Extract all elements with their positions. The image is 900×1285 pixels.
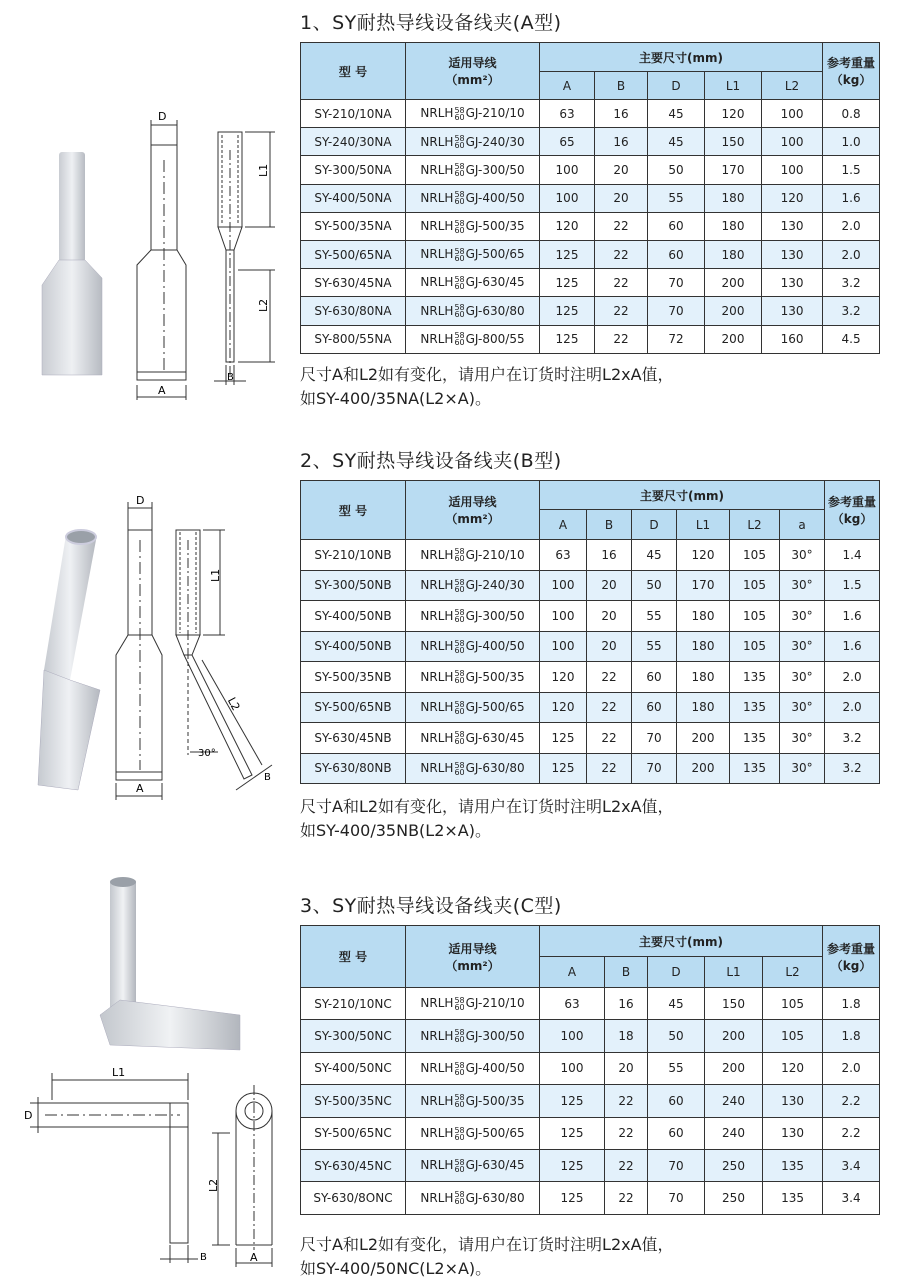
a-type-front-view: [137, 120, 186, 400]
table-row: [301, 240, 880, 268]
dim-cell: 120: [540, 662, 587, 693]
dim-cell: 250: [705, 1182, 763, 1214]
model-cell: SY-630/45NA: [301, 269, 406, 297]
b-type-photo: [38, 530, 100, 790]
table-row: [301, 1052, 880, 1084]
dim-cell: 20: [587, 570, 632, 601]
dim-cell: 60: [648, 1085, 705, 1117]
b-type-label-d: D: [136, 494, 145, 507]
model-cell: SY-400/50NB: [301, 601, 406, 632]
model-cell: SY-500/35NA: [301, 212, 406, 240]
dim-cell: 125: [540, 325, 595, 353]
dim-cell: 22: [587, 662, 632, 693]
b-type-front-view: [116, 502, 162, 800]
dim-cell: 22: [605, 1182, 648, 1214]
dim-cell: 55: [648, 184, 705, 212]
weight-cell: 1.8: [823, 988, 880, 1020]
dim-cell: 100: [540, 1020, 605, 1052]
dim-cell: 105: [763, 1020, 823, 1052]
header-weight: 参考重量 （kg）: [823, 43, 880, 100]
dim-cell: 30°: [780, 692, 825, 723]
wire-cell: NRLH 58 60 GJ-210/10: [406, 540, 540, 571]
dim-cell: 45: [632, 540, 677, 571]
dim-cell: 250: [705, 1149, 763, 1181]
c-type-label-a: A: [250, 1251, 258, 1264]
dim-cell: 200: [677, 723, 730, 754]
wire-cell: NRLH 58 60 GJ-210/10: [406, 988, 540, 1020]
dim-cell: 22: [595, 240, 648, 268]
dim-cell: 22: [605, 1085, 648, 1117]
dim-cell: 130: [763, 1117, 823, 1149]
wire-cell: NRLH 58 60 GJ-500/65: [406, 1117, 540, 1149]
dim-cell: 120: [677, 540, 730, 571]
dim-cell: 60: [648, 240, 705, 268]
header-dim-col: A: [540, 510, 587, 540]
header-dim-col: B: [605, 957, 648, 988]
dim-cell: 100: [540, 1052, 605, 1084]
dim-cell: 70: [632, 723, 677, 754]
table-row: [301, 100, 880, 128]
dim-cell: 100: [540, 570, 587, 601]
a-type-label-l2: L2: [257, 298, 270, 312]
c-type-label-b: B: [200, 1252, 207, 1263]
wire-cell: NRLH 58 60 GJ-500/35: [406, 212, 540, 240]
weight-cell: 2.0: [823, 240, 880, 268]
dim-cell: 22: [595, 269, 648, 297]
header-model: 型 号: [301, 481, 406, 540]
wire-cell: NRLH 58 60 GJ-630/45: [406, 723, 540, 754]
model-cell: SY-630/80NB: [301, 753, 406, 784]
header-weight: 参考重量 （kg）: [825, 481, 880, 540]
dim-cell: 100: [762, 156, 823, 184]
header-dim-col: L1: [705, 72, 762, 100]
weight-cell: 2.0: [823, 1052, 880, 1084]
table-row: [301, 1085, 880, 1117]
section-b-title: 2、SY耐热导线设备线夹(B型): [300, 450, 562, 472]
dim-cell: 30°: [780, 753, 825, 784]
dim-cell: 22: [587, 723, 632, 754]
header-dim-col: L2: [730, 510, 780, 540]
spec-table-b: [300, 480, 880, 784]
section-a-title: 1、SY耐热导线设备线夹(A型): [300, 12, 562, 34]
a-type-drawing: [0, 100, 295, 420]
c-type-label-l2: L2: [207, 1178, 220, 1192]
model-cell: SY-800/55NA: [301, 325, 406, 353]
dim-cell: 22: [605, 1149, 648, 1181]
table-row: [301, 631, 880, 662]
dim-cell: 120: [762, 184, 823, 212]
header-weight: 参考重量 （kg）: [823, 926, 880, 988]
dim-cell: 100: [540, 184, 595, 212]
weight-cell: 0.8: [823, 100, 880, 128]
table-row: [301, 128, 880, 156]
dim-cell: 105: [730, 540, 780, 571]
wire-cell: NRLH 58 60 GJ-240/30: [406, 570, 540, 601]
b-type-label-l1: L1: [209, 568, 222, 582]
dim-cell: 18: [605, 1020, 648, 1052]
weight-cell: 4.5: [823, 325, 880, 353]
wire-cell: NRLH 58 60 GJ-630/80: [406, 297, 540, 325]
dim-cell: 170: [677, 570, 730, 601]
model-cell: SY-210/10NC: [301, 988, 406, 1020]
dim-cell: 100: [540, 601, 587, 632]
dim-cell: 70: [648, 269, 705, 297]
wire-cell: NRLH 58 60 GJ-300/50: [406, 601, 540, 632]
a-type-label-d: D: [158, 110, 167, 123]
model-cell: SY-210/10NA: [301, 100, 406, 128]
weight-cell: 1.5: [825, 570, 880, 601]
dim-cell: 60: [632, 692, 677, 723]
wire-cell: NRLH 58 60 GJ-630/80: [406, 1182, 540, 1214]
header-dims: 主要尺寸(mm): [540, 43, 823, 72]
weight-cell: 3.2: [823, 269, 880, 297]
dim-cell: 125: [540, 240, 595, 268]
header-dim-col: L1: [705, 957, 763, 988]
dim-cell: 16: [595, 128, 648, 156]
model-cell: SY-500/65NB: [301, 692, 406, 723]
dim-cell: 135: [730, 692, 780, 723]
wire-cell: NRLH 58 60 GJ-630/45: [406, 269, 540, 297]
dim-cell: 30°: [780, 723, 825, 754]
dim-cell: 30°: [780, 601, 825, 632]
weight-cell: 3.2: [825, 753, 880, 784]
header-dims: 主要尺寸(mm): [540, 926, 823, 957]
dim-cell: 70: [648, 1149, 705, 1181]
model-cell: SY-630/45NC: [301, 1149, 406, 1181]
header-dim-col: D: [648, 72, 705, 100]
a-type-photo: [42, 152, 102, 375]
dim-cell: 63: [540, 540, 587, 571]
b-type-label-angle: 30°: [198, 748, 216, 759]
dim-cell: 125: [540, 753, 587, 784]
dim-cell: 200: [705, 297, 762, 325]
dim-cell: 105: [730, 631, 780, 662]
weight-cell: 3.2: [823, 297, 880, 325]
table-row: [301, 570, 880, 601]
wire-cell: NRLH 58 60 GJ-400/50: [406, 1052, 540, 1084]
dim-cell: 72: [648, 325, 705, 353]
table-row: [301, 297, 880, 325]
header-wire: 适用导线 （mm²）: [406, 43, 540, 100]
dim-cell: 65: [540, 128, 595, 156]
table-row: [301, 662, 880, 693]
b-type-label-l2: L2: [224, 695, 243, 713]
dim-cell: 200: [705, 325, 762, 353]
weight-cell: 2.0: [825, 662, 880, 693]
dim-cell: 50: [632, 570, 677, 601]
header-dim-col: L1: [677, 510, 730, 540]
model-cell: SY-630/80NA: [301, 297, 406, 325]
dim-cell: 22: [587, 692, 632, 723]
model-cell: SY-300/50NA: [301, 156, 406, 184]
table-row: [301, 1020, 880, 1052]
wire-cell: NRLH 58 60 GJ-800/55: [406, 325, 540, 353]
dim-cell: 30°: [780, 662, 825, 693]
dim-cell: 125: [540, 297, 595, 325]
dim-cell: 240: [705, 1085, 763, 1117]
dim-cell: 130: [762, 212, 823, 240]
dim-cell: 200: [677, 753, 730, 784]
dim-cell: 30°: [780, 570, 825, 601]
wire-cell: NRLH 58 60 GJ-210/10: [406, 100, 540, 128]
dim-cell: 180: [705, 184, 762, 212]
dim-cell: 30°: [780, 631, 825, 662]
c-type-front-view: [30, 1073, 198, 1263]
header-dim-col: A: [540, 957, 605, 988]
dim-cell: 63: [540, 988, 605, 1020]
dim-cell: 120: [540, 692, 587, 723]
wire-cell: NRLH 58 60 GJ-500/35: [406, 662, 540, 693]
model-cell: SY-500/65NA: [301, 240, 406, 268]
dim-cell: 55: [632, 631, 677, 662]
dim-cell: 50: [648, 1020, 705, 1052]
a-type-label-b: B: [227, 372, 234, 383]
dim-cell: 240: [705, 1117, 763, 1149]
dim-cell: 180: [677, 692, 730, 723]
wire-cell: NRLH 58 60 GJ-240/30: [406, 128, 540, 156]
header-dim-col: L2: [763, 957, 823, 988]
dim-cell: 20: [595, 184, 648, 212]
dim-cell: 16: [595, 100, 648, 128]
weight-cell: 1.6: [823, 184, 880, 212]
wire-cell: NRLH 58 60 GJ-630/45: [406, 1149, 540, 1181]
table-row: [301, 1182, 880, 1214]
dim-cell: 125: [540, 1182, 605, 1214]
dim-cell: 20: [587, 601, 632, 632]
model-cell: SY-300/50NB: [301, 570, 406, 601]
dim-cell: 22: [595, 297, 648, 325]
weight-cell: 1.6: [825, 631, 880, 662]
spec-table-c: [300, 925, 880, 1215]
dim-cell: 22: [595, 325, 648, 353]
b-type-label-b: B: [264, 772, 271, 783]
dim-cell: 135: [763, 1182, 823, 1214]
dim-cell: 70: [632, 753, 677, 784]
wire-cell: NRLH 58 60 GJ-500/65: [406, 240, 540, 268]
dim-cell: 125: [540, 723, 587, 754]
dim-cell: 100: [540, 156, 595, 184]
dim-cell: 60: [648, 212, 705, 240]
weight-cell: 2.2: [823, 1085, 880, 1117]
a-type-label-l1: L1: [257, 163, 270, 177]
model-cell: SY-500/35NB: [301, 662, 406, 693]
c-type-label-l1: L1: [112, 1066, 126, 1079]
model-cell: SY-400/50NA: [301, 184, 406, 212]
c-type-drawing: [0, 875, 295, 1275]
table-row: [301, 692, 880, 723]
wire-cell: NRLH 58 60 GJ-500/65: [406, 692, 540, 723]
c-type-side-view: [212, 1085, 272, 1267]
dim-cell: 180: [677, 662, 730, 693]
dim-cell: 70: [648, 1182, 705, 1214]
table-row: [301, 601, 880, 632]
dim-cell: 105: [730, 601, 780, 632]
dim-cell: 135: [730, 662, 780, 693]
dim-cell: 200: [705, 1052, 763, 1084]
dim-cell: 160: [762, 325, 823, 353]
section-a-note: 尺寸A和L2如有变化，请用户在订货时注明L2xA值， 如SY-400/35NA(L2×A)。: [300, 365, 674, 408]
model-cell: SY-300/50NC: [301, 1020, 406, 1052]
table-row: [301, 1117, 880, 1149]
dim-cell: 100: [762, 100, 823, 128]
dim-cell: 100: [762, 128, 823, 156]
header-dims: 主要尺寸(mm): [540, 481, 825, 510]
header-dim-col: A: [540, 72, 595, 100]
wire-cell: NRLH 58 60 GJ-400/50: [406, 184, 540, 212]
weight-cell: 2.0: [823, 212, 880, 240]
dim-cell: 125: [540, 269, 595, 297]
dim-cell: 135: [763, 1149, 823, 1181]
dim-cell: 30°: [780, 540, 825, 571]
header-dim-col: D: [648, 957, 705, 988]
dim-cell: 135: [730, 753, 780, 784]
dim-cell: 55: [648, 1052, 705, 1084]
model-cell: SY-400/50NB: [301, 631, 406, 662]
dim-cell: 130: [763, 1085, 823, 1117]
weight-cell: 1.4: [825, 540, 880, 571]
dim-cell: 105: [763, 988, 823, 1020]
model-cell: SY-400/50NC: [301, 1052, 406, 1084]
dim-cell: 180: [677, 631, 730, 662]
wire-cell: NRLH 58 60 GJ-630/80: [406, 753, 540, 784]
dim-cell: 120: [540, 212, 595, 240]
dim-cell: 22: [595, 212, 648, 240]
model-cell: SY-240/30NA: [301, 128, 406, 156]
a-type-label-a: A: [158, 384, 166, 397]
weight-cell: 1.0: [823, 128, 880, 156]
table-row: [301, 723, 880, 754]
dim-cell: 120: [705, 100, 762, 128]
dim-cell: 125: [540, 1149, 605, 1181]
wire-cell: NRLH 58 60 GJ-500/35: [406, 1085, 540, 1117]
table-row: [301, 156, 880, 184]
dim-cell: 130: [762, 240, 823, 268]
dim-cell: 16: [605, 988, 648, 1020]
dim-cell: 70: [648, 297, 705, 325]
dim-cell: 63: [540, 100, 595, 128]
table-row: [301, 1149, 880, 1181]
wire-cell: NRLH 58 60 GJ-300/50: [406, 1020, 540, 1052]
table-row: [301, 212, 880, 240]
dim-cell: 150: [705, 128, 762, 156]
dim-cell: 22: [587, 753, 632, 784]
c-type-photo: [100, 877, 240, 1050]
dim-cell: 45: [648, 100, 705, 128]
dim-cell: 150: [705, 988, 763, 1020]
dim-cell: 60: [632, 662, 677, 693]
weight-cell: 2.0: [825, 692, 880, 723]
dim-cell: 200: [705, 269, 762, 297]
b-type-side-view: [176, 530, 272, 790]
table-row: [301, 184, 880, 212]
b-type-drawing: [0, 490, 295, 820]
dim-cell: 55: [632, 601, 677, 632]
c-type-label-d: D: [24, 1109, 33, 1122]
header-model: 型 号: [301, 926, 406, 988]
header-dim-col: B: [595, 72, 648, 100]
dim-cell: 20: [587, 631, 632, 662]
table-row: [301, 540, 880, 571]
dim-cell: 180: [705, 240, 762, 268]
dim-cell: 200: [705, 1020, 763, 1052]
dim-cell: 120: [763, 1052, 823, 1084]
dim-cell: 130: [762, 297, 823, 325]
model-cell: SY-500/35NC: [301, 1085, 406, 1117]
dim-cell: 125: [540, 1085, 605, 1117]
header-dim-col: a: [780, 510, 825, 540]
table-row: [301, 269, 880, 297]
section-c-title: 3、SY耐热导线设备线夹(C型): [300, 895, 562, 917]
header-wire: 适用导线 （mm²）: [406, 481, 540, 540]
dim-cell: 100: [540, 631, 587, 662]
table-row: [301, 988, 880, 1020]
weight-cell: 3.4: [823, 1149, 880, 1181]
b-type-label-a: A: [136, 782, 144, 795]
table-row: [301, 753, 880, 784]
dim-cell: 60: [648, 1117, 705, 1149]
weight-cell: 1.6: [825, 601, 880, 632]
header-dim-col: L2: [762, 72, 823, 100]
section-c-note: 尺寸A和L2如有变化，请用户在订货时注明L2xA值， 如SY-400/50NC(L2×A)。: [300, 1235, 674, 1278]
wire-cell: NRLH 58 60 GJ-300/50: [406, 156, 540, 184]
dim-cell: 20: [605, 1052, 648, 1084]
dim-cell: 135: [730, 723, 780, 754]
header-wire: 适用导线 （mm²）: [406, 926, 540, 988]
header-model: 型 号: [301, 43, 406, 100]
weight-cell: 3.2: [825, 723, 880, 754]
dim-cell: 50: [648, 156, 705, 184]
wire-cell: NRLH 58 60 GJ-400/50: [406, 631, 540, 662]
weight-cell: 1.5: [823, 156, 880, 184]
dim-cell: 125: [540, 1117, 605, 1149]
dim-cell: 20: [595, 156, 648, 184]
weight-cell: 2.2: [823, 1117, 880, 1149]
model-cell: SY-630/8ONC: [301, 1182, 406, 1214]
dim-cell: 130: [762, 269, 823, 297]
dim-cell: 105: [730, 570, 780, 601]
dim-cell: 45: [648, 128, 705, 156]
header-dim-col: D: [632, 510, 677, 540]
spec-table-a: [300, 42, 880, 354]
dim-cell: 180: [677, 601, 730, 632]
weight-cell: 1.8: [823, 1020, 880, 1052]
dim-cell: 45: [648, 988, 705, 1020]
model-cell: SY-210/10NB: [301, 540, 406, 571]
dim-cell: 22: [605, 1117, 648, 1149]
table-row: [301, 325, 880, 353]
dim-cell: 170: [705, 156, 762, 184]
model-cell: SY-500/65NC: [301, 1117, 406, 1149]
weight-cell: 3.4: [823, 1182, 880, 1214]
dim-cell: 16: [587, 540, 632, 571]
dim-cell: 180: [705, 212, 762, 240]
model-cell: SY-630/45NB: [301, 723, 406, 754]
header-dim-col: B: [587, 510, 632, 540]
section-b-note: 尺寸A和L2如有变化，请用户在订货时注明L2xA值， 如SY-400/35NB(L2×A)。: [300, 797, 674, 840]
